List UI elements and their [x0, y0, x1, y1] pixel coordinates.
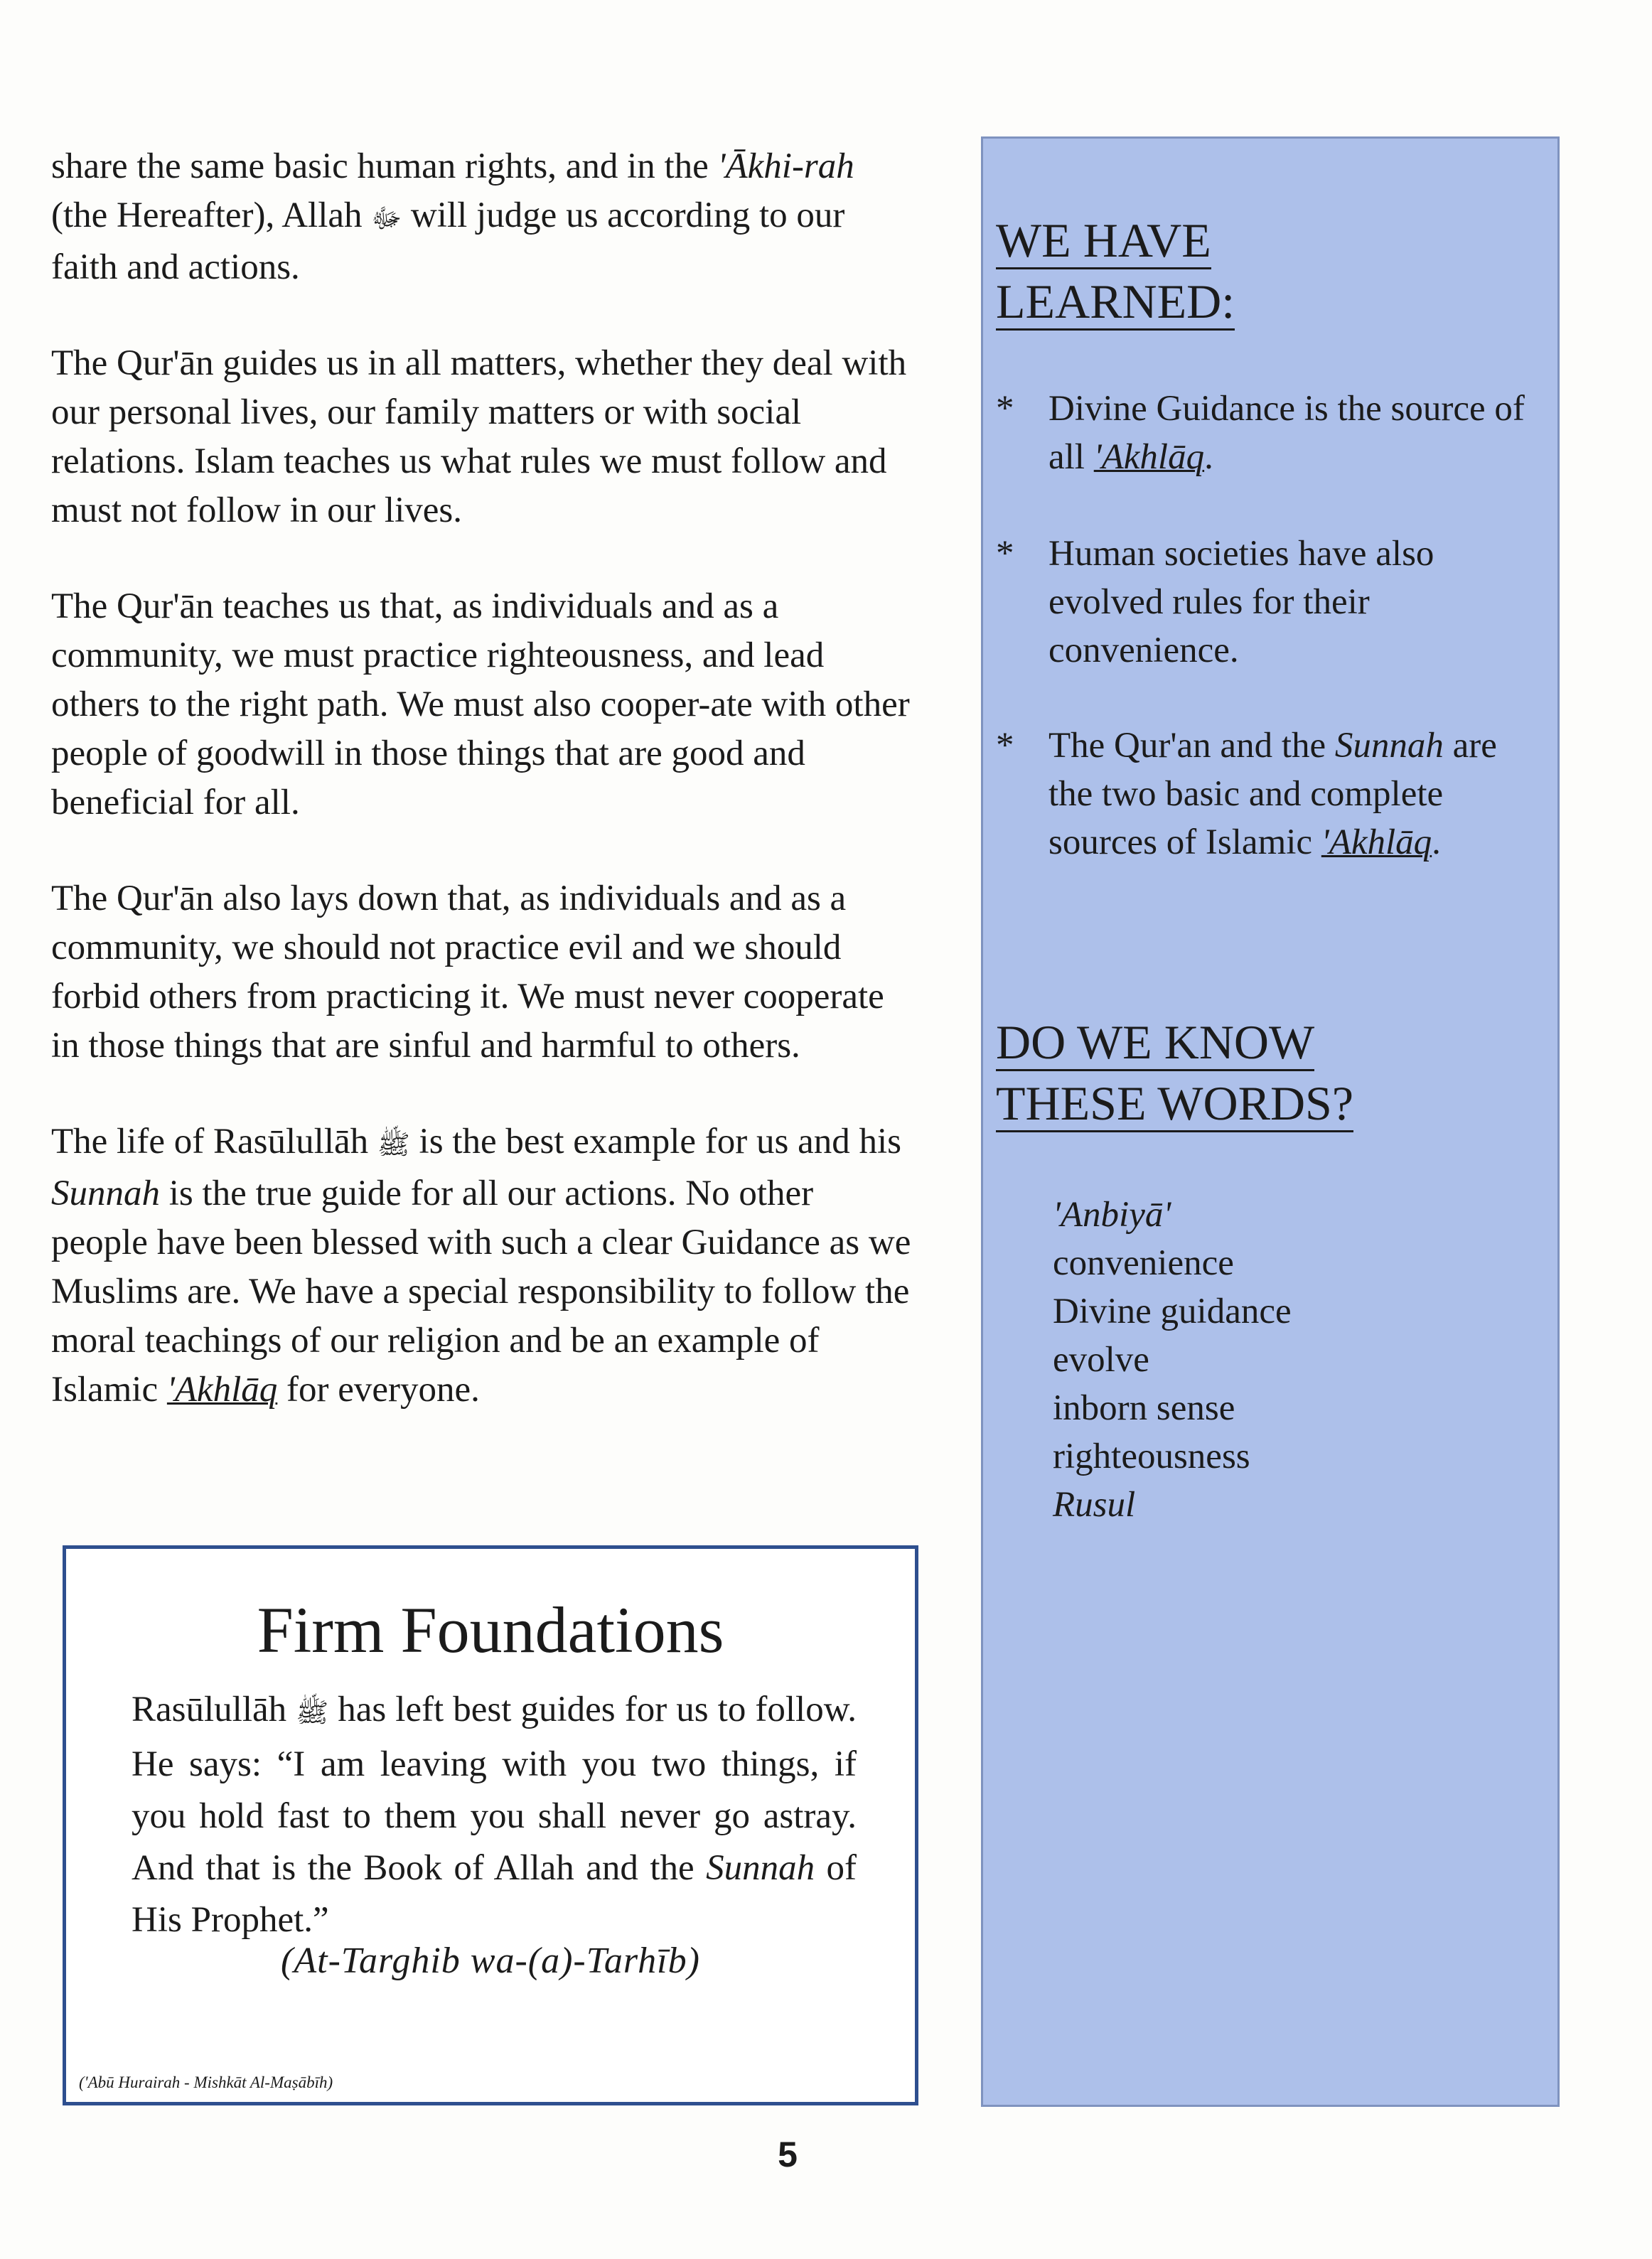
- item-text: [1048, 721, 1536, 866]
- paragraph-3: The Qur'ān teaches us that, as individuals and as a community, we must practice righteousness, and lead others to the right path. We must also cooper-ate with other people of goodwill in those things that are good and beneficial for all.: [51, 586, 910, 822]
- paragraph-2: The Qur'ān guides us in all matters, whether they deal with our personal lives, our family matters or with social relations. Islam teaches us what rules we must follow and must not follow in our lives.: [51, 343, 907, 530]
- vocab-word: evolve: [1053, 1340, 1149, 1380]
- sidebar-panel: [981, 136, 1560, 2107]
- vocabulary-list: [1053, 1191, 1292, 1529]
- honorific-glyph: ﷺ: [377, 1128, 410, 1160]
- do-we-know-heading: [996, 1012, 1353, 1134]
- heading-line: THESE WORDS?: [996, 1076, 1353, 1132]
- vocab-word: convenience: [1053, 1243, 1234, 1283]
- bullet-star: *: [996, 534, 1014, 574]
- text: for everyone.: [277, 1369, 480, 1410]
- text: The life of Rasūlullāh: [51, 1121, 377, 1161]
- sunnah-term: Sunnah: [51, 1173, 160, 1213]
- text: has left best guides for us to follow. He says: “I am leaving with you two things, if you hold fast to them you shall never go astray. And that is the Book of Allah and the: [132, 1690, 857, 1888]
- item-text: [1048, 385, 1536, 481]
- text: Rasūlullāh: [132, 1690, 296, 1729]
- sunnah-term: Sunnah: [1334, 726, 1444, 766]
- text: of His Prophet.”: [132, 1847, 857, 1940]
- vocab-word: Divine guidance: [1053, 1292, 1292, 1331]
- learned-item: [996, 721, 1536, 866]
- paragraph-5: [51, 1117, 918, 1415]
- main-text-column: [51, 142, 918, 1461]
- vocab-word: righteousness: [1053, 1437, 1250, 1476]
- paragraph-1: [51, 142, 918, 292]
- text: (the Hereafter), Allah: [51, 195, 372, 235]
- text: .: [1204, 437, 1213, 477]
- vocab-word: 'Anbiyā': [1053, 1195, 1171, 1235]
- akhlaq-term: 'Akhlāq: [1321, 822, 1432, 862]
- text: is the true guide for all our actions. No other people have been blessed with such a clear Guidance as we Muslims are. We have a special responsibility to follow the moral teachings of our religion and be an example of Islamic: [51, 1173, 911, 1410]
- we-have-learned-heading: [996, 210, 1235, 332]
- text: is the best example for us and his: [409, 1121, 901, 1161]
- honorific-glyph: ﷺ: [296, 1696, 329, 1728]
- paragraph-4: The Qur'ān also lays down that, as individuals and as a community, we should not practice evil and we should forbid others from practicing it. We must never cooperate in those things that are sinful and harmful to others.: [51, 878, 884, 1066]
- text: will judge us according to our faith and actions.: [51, 195, 845, 287]
- heading-line: DO WE KNOW: [996, 1015, 1314, 1071]
- sunnah-term: Sunnah: [706, 1847, 815, 1888]
- heading-line: WE HAVE: [996, 213, 1211, 269]
- text: .: [1432, 822, 1441, 862]
- box-body: [132, 1684, 857, 1946]
- firm-foundations-box: [63, 1545, 918, 2105]
- vocab-word: inborn sense: [1053, 1388, 1235, 1428]
- akhirah-term: 'Ākhi-rah: [717, 146, 854, 186]
- text: Divine Guidance is the source of all: [1048, 389, 1525, 477]
- learned-item: [996, 530, 1536, 675]
- bullet-star: *: [996, 726, 1014, 766]
- text: The Qur'an and the: [1048, 726, 1335, 766]
- box-footnote: ('Abū Hurairah - Mishkāt Al-Maṣābīh): [79, 2073, 333, 2091]
- text: are the two basic and complete sources of Islamic: [1048, 726, 1497, 862]
- akhlaq-term: 'Akhlāq: [166, 1369, 278, 1410]
- box-citation: (At-Targhib wa-(a)-Tarhīb): [281, 1941, 700, 1981]
- akhlaq-term: 'Akhlāq: [1093, 437, 1205, 477]
- heading-line: LEARNED:: [996, 274, 1235, 331]
- box-title: Firm Foundations: [257, 1594, 724, 1666]
- text: share the same basic human rights, and in the: [51, 146, 718, 186]
- honorific-glyph: ﷻ: [371, 202, 402, 234]
- vocab-word: Rusul: [1053, 1485, 1136, 1525]
- page-number: 5: [778, 2135, 798, 2174]
- learned-item: [996, 385, 1536, 481]
- bullet-star: *: [996, 389, 1014, 429]
- item-text: Human societies have also evolved rules for their convenience.: [1048, 534, 1434, 670]
